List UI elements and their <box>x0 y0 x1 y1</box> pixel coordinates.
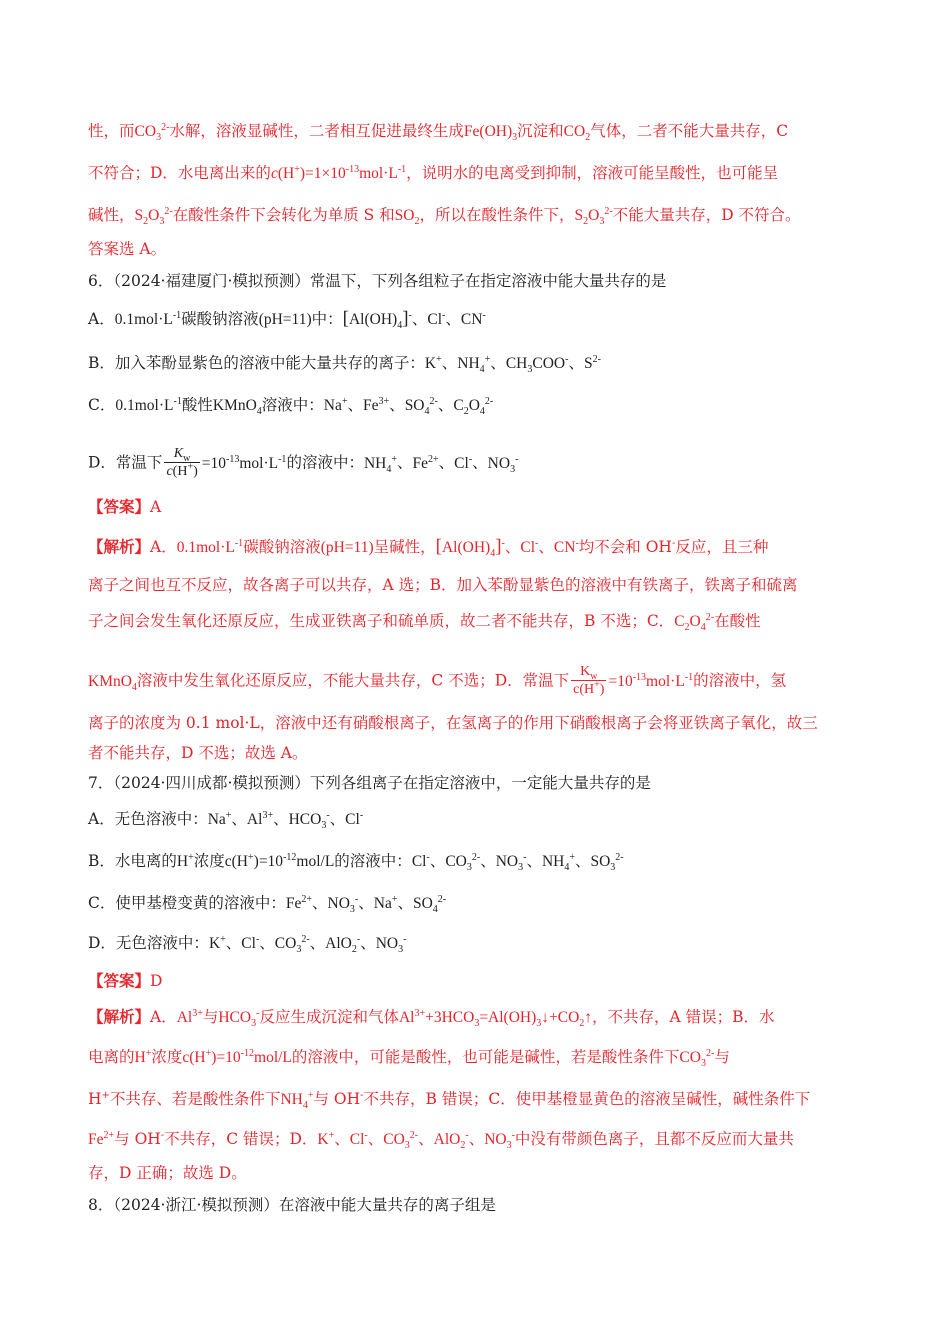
text-line: 性，而$CO_3^{2-}$水解，溶液显碱性，二者相互促进最终生成$Fe(OH)_3$沉淀和$CO_2$气体，二者不能大量共存，C <box>88 121 789 144</box>
text-line: $Fe^{2+}$与 OH-不共存，C 错误；D．K+、Cl-、$CO_3^{2-}$、AlO$_2$-、$NO_3^-$中没有带颜色离子，且都不反应而大量共 <box>88 1129 794 1152</box>
text-line: 答案选 A。 <box>88 240 167 258</box>
text-line: 碱性，$S_2O_3^{2-}$在酸性条件下会转化为单质 S 和$SO_2$，所以在酸性条件下，$S_2O_3^{2-}$不能大量共存，D 不符合。 <box>88 205 801 228</box>
text-line: H+不共存、若是酸性条件下$NH_4^+$与 OH-不共存，B 错误；C．使甲基橙显黄色的溶液呈碱性，碱性条件下 <box>88 1089 811 1112</box>
text-line: C．使甲基橙变黄的溶液中：$Fe^{2+}$、$NO_3^-$、Na+、$SO_4^{2-}$ <box>88 893 447 916</box>
text-line: 6．（2024·福建厦门·模拟预测）常温下，下列各组粒子在指定溶液中能大量共存的是 <box>88 272 667 290</box>
text-line: 7．（2024·四川成都·模拟预测）下列各组离子在指定溶液中，一定能大量共存的是 <box>88 774 651 792</box>
text-line: 不符合；D．水电离出来的$c(H^+)=1\times 10^{-13}mol\cdot L^{-1}$，说明水的电离受到抑制，溶液可能呈酸性，也可能呈 <box>88 163 779 182</box>
text-line: 电离的H+浓度$c(H^+)=10^{-12}mol/L$的溶液中，可能是酸性，也可能是碱性，若是酸性条件下$CO_3^{2-}$与 <box>88 1047 730 1070</box>
text-line: D．常温下 $\frac{K_w}{c(H^+)}$ $=10^{-13}mol\cdot L^{-1}$的溶液中：$NH_4^+$、$Fe^{2+}$、Cl-、$NO_3^-$ <box>88 446 519 479</box>
text-line: 【答案】D <box>88 971 163 990</box>
text-line: KMnO$_4$溶液中发生氧化还原反应，不能大量共存，C 不选；D．常温下 $\frac{K_w}{c(H^+)}$ $=10^{-13}mol\cdot L^{-1}$的溶液中，氢 <box>88 664 787 697</box>
text-line: A．$0.1mol\cdot L^{-1}$碳酸钠溶液(pH=11)中：$[Al(OH)_4]^-$、Cl-、CN- <box>88 308 486 332</box>
text-line: 者不能共存，D 不选；故选 A。 <box>88 744 308 762</box>
text-line: 离子的浓度为 0.1 mol·L，溶液中还有硝酸根离子，在氢离子的作用下硝酸根离子会将亚铁离子氧化，故三 <box>88 714 818 732</box>
text-line: 离子之间也互不反应，故各离子可以共存，A 选；B．加入苯酚显紫色的溶液中有铁离子，铁离子和硫离 <box>88 576 798 594</box>
text-line: A．无色溶液中：Na+、$Al^{3+}$、$HCO_3^-$、Cl- <box>88 809 364 832</box>
text-line: B．水电离的H+浓度$c(H^+)=10^{-12}mol/L$的溶液中：Cl-、$CO_3^{2-}$、$NO_3^-$、$NH_4^+$、$SO_3^{2-}$ <box>88 851 624 874</box>
text-line: B．加入苯酚显紫色的溶液中能大量共存的离子：K+、$NH_4^+$、$CH_3COO^-$、$S^{2-}$ <box>88 353 601 376</box>
text-line: 【答案】A <box>88 497 162 516</box>
text-line: C．$0.1mol\cdot L^{-1}$酸性KMnO$_4$溶液中：Na+、$Fe^{3+}$、$SO_4^{2-}$、$C_2O_4^{2-}$ <box>88 395 494 418</box>
text-line: D．无色溶液中：K+、Cl-、$CO_3^{2-}$、AlO$_2$-、$NO_3^-$ <box>88 933 407 956</box>
text-line: 子之间会发生氧化还原反应，生成亚铁离子和硫单质，故二者不能共存，B 不选；C．$C_2O_4^{2-}$在酸性 <box>88 611 761 634</box>
text-line: 【解析】A．$0.1mol\cdot L^{-1}$碳酸钠溶液(pH=11)呈碱性，$[Al(OH)_4]^-$、Cl-、CN-均不会和 OH-反应，且三种 <box>88 536 769 560</box>
text-line: 【解析】A．$Al^{3+}$与$HCO_3^-$反应生成沉淀和气体$Al^{3+}+3HCO_3=Al(OH)_3↓+CO_2↑$，不共存，A 错误；B．水 <box>88 1007 775 1030</box>
text-line: 8．（2024·浙江·模拟预测）在溶液中能大量共存的离子组是 <box>88 1196 496 1214</box>
text-line: 存，D 正确；故选 D。 <box>88 1164 247 1182</box>
